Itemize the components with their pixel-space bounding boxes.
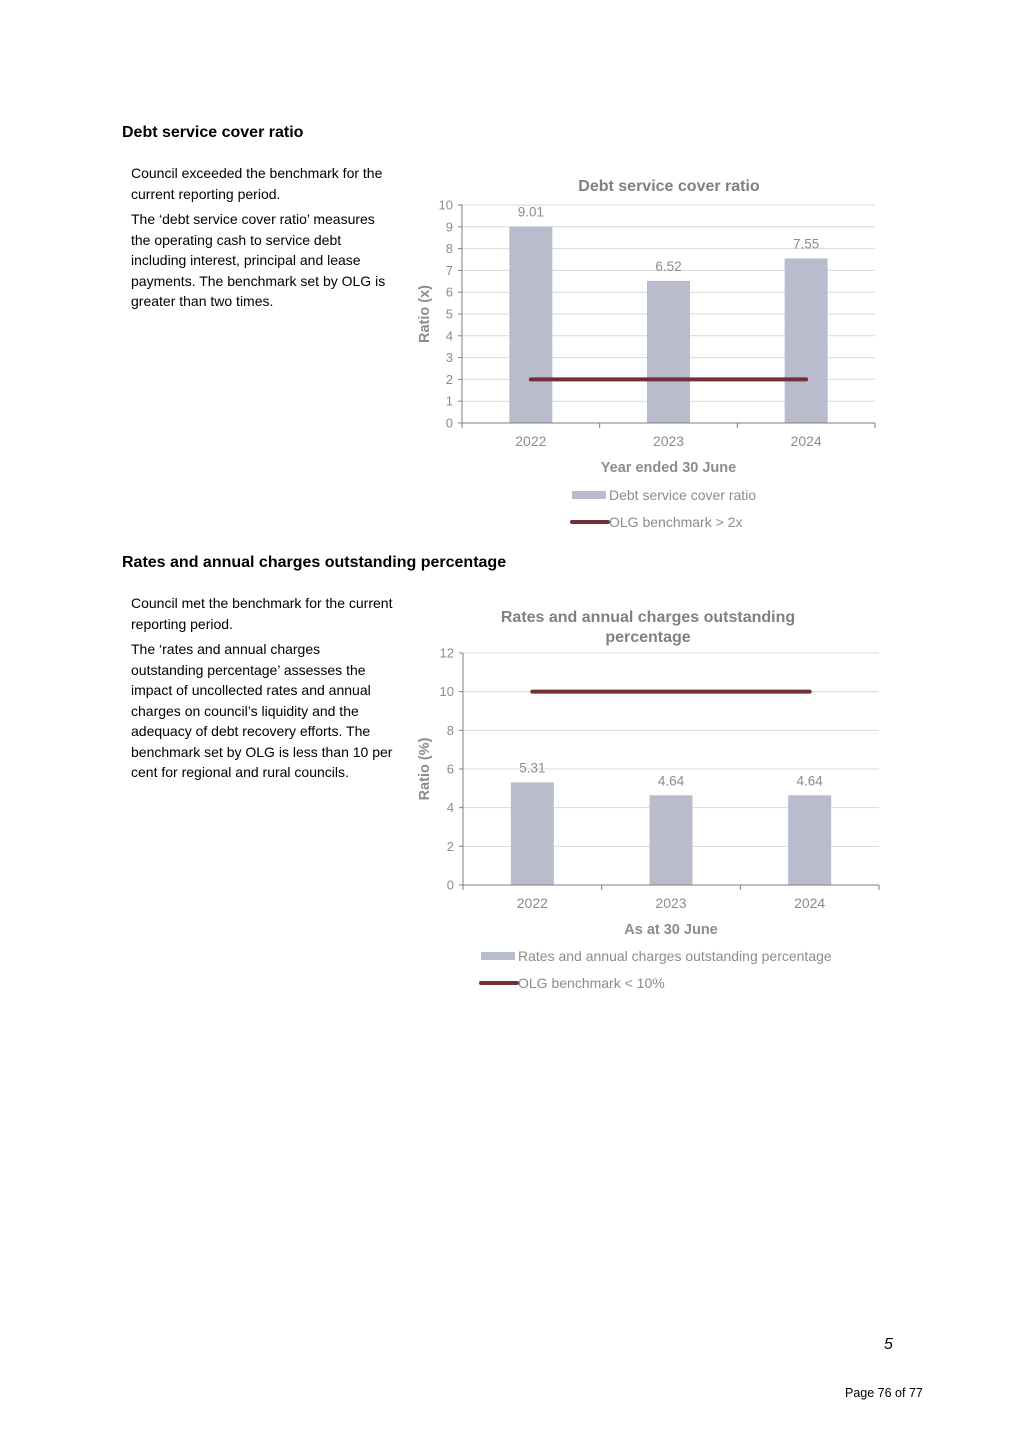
paragraph: Council met the benchmark for the current reporting period.	[131, 595, 393, 632]
data-label: 6.52	[655, 258, 682, 274]
y-tick-label: 7	[445, 262, 453, 278]
bar-2023	[647, 281, 690, 423]
paragraph: The ‘debt service cover ratio’ measures the operating cash to service debt including interest, principal and lease payments. The benchmark set by OLG is greater than two times.	[131, 211, 386, 309]
section-description-debt-service	[131, 163, 393, 317]
chart-debt-service-cover-ratio	[408, 168, 888, 538]
y-tick-label: 3	[445, 350, 453, 366]
legend-swatch-bars	[572, 491, 606, 499]
x-tick-label: 2022	[516, 895, 548, 911]
data-label: 4.64	[657, 773, 685, 789]
y-tick-label: 0	[446, 877, 454, 893]
bar-2024	[785, 258, 828, 423]
legend-label-benchmark: OLG benchmark > 2x	[609, 514, 743, 530]
section-heading-rates-outstanding: Rates and annual charges outstanding percentage	[122, 554, 507, 571]
y-tick-label: 6	[445, 284, 453, 300]
page-number: Page 76 of 77	[845, 1386, 923, 1400]
bar-2022	[511, 782, 554, 885]
y-tick-label: 9	[445, 219, 453, 235]
x-tick-label: 2024	[794, 895, 826, 911]
y-tick-label: 8	[445, 241, 453, 257]
bar-2023	[650, 795, 693, 885]
y-tick-label: 10	[438, 197, 453, 213]
paragraph: Council exceeded the benchmark for the current reporting period.	[131, 165, 383, 202]
y-tick-label: 6	[446, 761, 454, 777]
bar-2022	[509, 227, 552, 423]
data-label: 7.55	[793, 236, 820, 252]
chart-title: Rates and annual charges outstanding	[500, 609, 796, 626]
y-tick-label: 4	[446, 800, 454, 816]
y-tick-label: 8	[446, 722, 454, 738]
y-tick-label: 10	[439, 684, 454, 700]
section-number: 5	[884, 1336, 893, 1353]
y-tick-label: 12	[439, 645, 454, 661]
x-axis-title: Year ended 30 June	[600, 460, 737, 476]
bar-2024	[788, 795, 831, 885]
legend-label-bars: Rates and annual charges outstanding percentage	[518, 948, 832, 964]
y-tick-label: 2	[445, 371, 453, 387]
chart-title: Debt service cover ratio	[578, 178, 760, 195]
data-label: 9.01	[517, 204, 544, 220]
y-axis-title: Ratio (%)	[417, 737, 433, 801]
legend-label-bars: Debt service cover ratio	[609, 487, 757, 503]
y-tick-label: 5	[445, 306, 453, 322]
legend-swatch-bars	[481, 952, 515, 960]
paragraph: The ‘rates and annual charges outstanding percentage’ assesses the impact of uncollected rates and annual charges on council’s liquidity and the adequacy of debt recovery efforts. The benchmark set by OLG is less than 10 per cent for regional and rural councils.	[131, 641, 393, 780]
y-tick-label: 4	[445, 328, 453, 344]
chart-rates-outstanding	[408, 598, 888, 998]
x-axis-title: As at 30 June	[624, 922, 718, 938]
y-tick-label: 1	[445, 393, 453, 409]
y-tick-label: 2	[446, 838, 454, 854]
section-description-rates-outstanding	[131, 593, 393, 788]
legend-label-benchmark: OLG benchmark < 10%	[518, 975, 665, 991]
chart-svg	[408, 168, 888, 538]
data-label: 5.31	[519, 760, 546, 776]
chart-title: percentage	[605, 629, 691, 646]
x-tick-label: 2023	[652, 433, 685, 449]
section-heading-debt-service: Debt service cover ratio	[122, 124, 304, 141]
y-axis-title: Ratio (x)	[417, 285, 433, 343]
data-label: 4.64	[796, 773, 823, 789]
x-tick-label: 2022	[515, 433, 547, 449]
y-tick-label: 0	[445, 415, 453, 431]
x-tick-label: 2023	[655, 895, 687, 911]
x-tick-label: 2024	[790, 433, 822, 449]
chart-svg	[408, 598, 888, 998]
